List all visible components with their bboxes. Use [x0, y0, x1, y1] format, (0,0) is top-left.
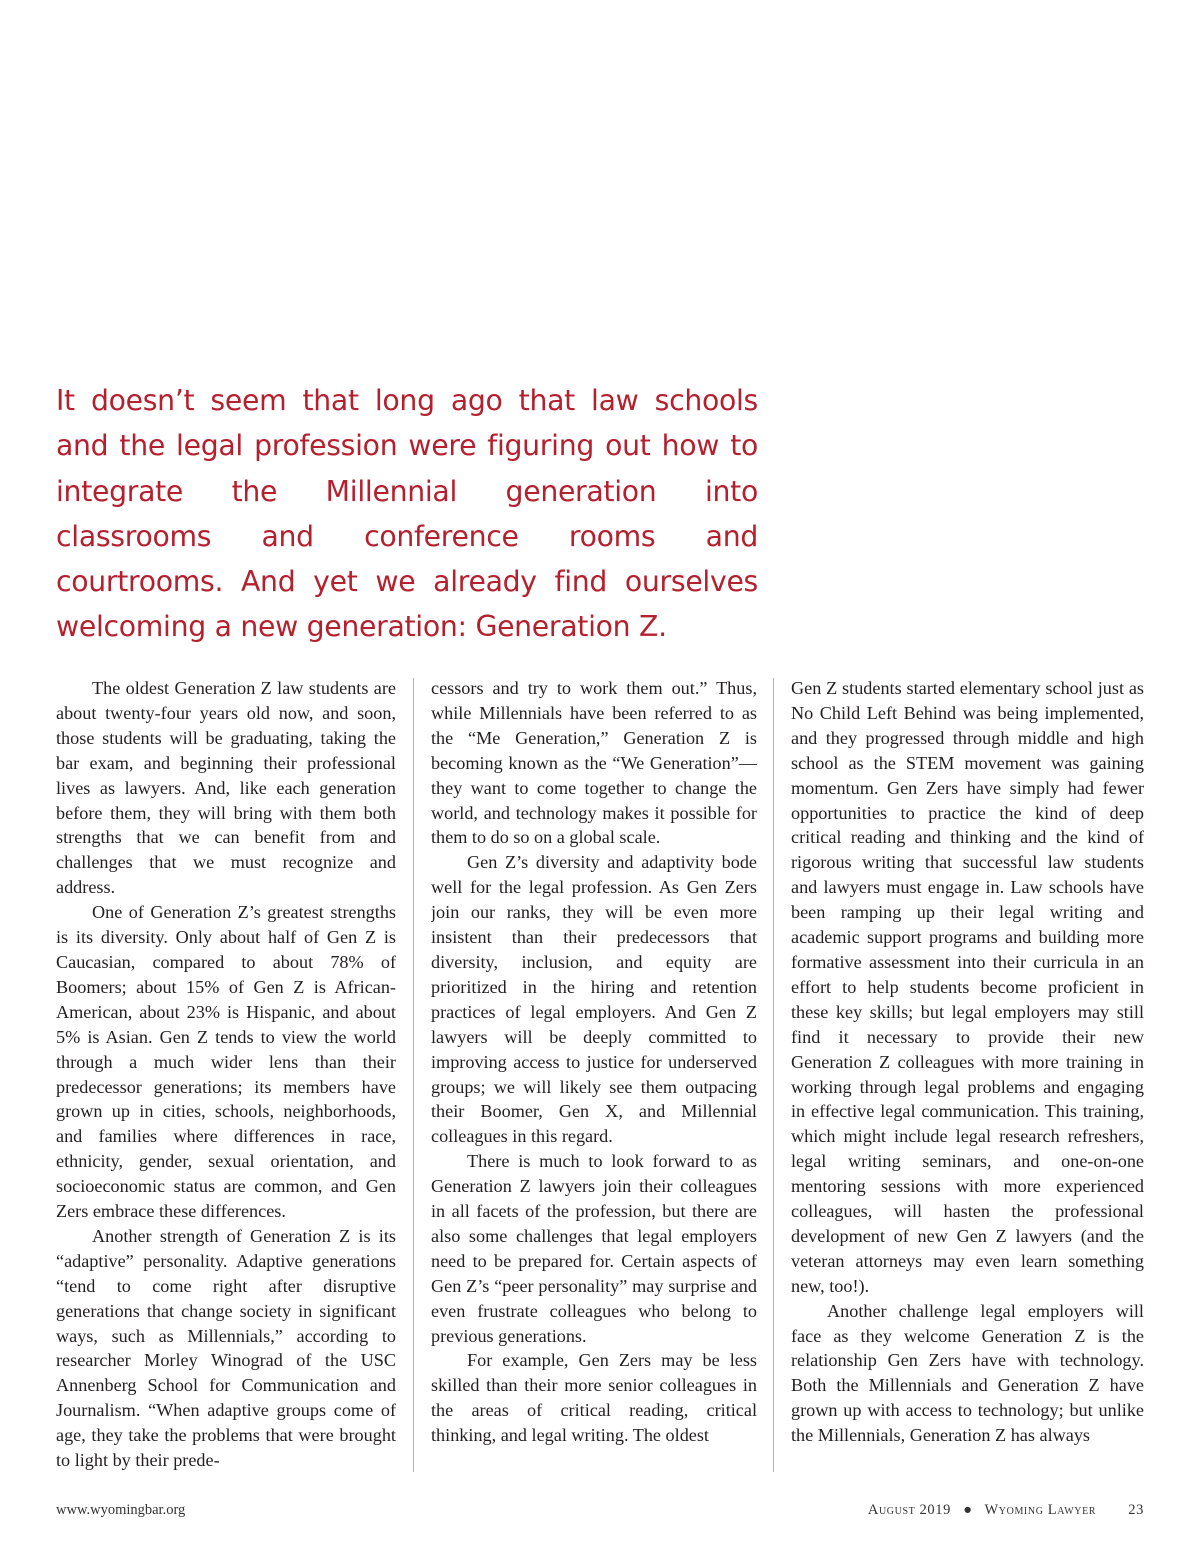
paragraph: Another strength of Generation Z is its “adaptive” personality. Adaptive generations “tend to come right after disruptive generations that change society in significant ways, such as Millennials,” according to researcher Morley Winograd of the USC Annenberg School for Communication and Journalism. “When adaptive groups come of age, they take the problems that were brought to light by their prede- — [56, 1225, 396, 1471]
footer-folio — [868, 1502, 1144, 1519]
bullet-separator-icon: ● — [963, 1502, 973, 1518]
column-divider — [773, 678, 774, 1472]
paragraph: One of Generation Z’s greatest strengths is its diversity. Only about half of Gen Z is Caucasian, compared to about 78% of Boomers; about 15% of Gen Z is African-American, about 23% is Hispanic, and about 5% is Asian. Gen Z tends to view the world through a much wider lens than their predecessor generations; its members have grown up in cities, schools, neighborhoods, and families where differences in race, ethnicity, gender, sexual orientation, and socioeconomic status are common, and Gen Zers embrace these differences. — [56, 902, 396, 1222]
footer-issue-date: August 2019 — [867, 1502, 951, 1518]
footer-publication: Wyoming Lawyer — [984, 1502, 1097, 1518]
article-column-1 — [56, 676, 396, 1472]
paragraph: Another challenge legal employers will face as they welcome Generation Z is the relationship Gen Zers have with technology. Both the Millennials and Generation Z have grown up with access to technology; but unlike the Millennials, Generation Z has always — [791, 1300, 1144, 1446]
footer-website: www.wyomingbar.org — [56, 1502, 186, 1518]
article-column-3 — [791, 676, 1144, 1472]
page-number: 23 — [1128, 1502, 1144, 1518]
paragraph: There is much to look forward to as Generation Z lawyers join their colleagues in all facets of the profession, but there are also some challenges that legal employers need to be prepared for. Certain aspects of Gen Z’s “peer personality” may surprise and even frustrate colleagues who belong to previous generations. — [431, 1151, 757, 1346]
paragraph: The oldest Generation Z law students are about twenty-four years old now, and soon, those students will be graduating, taking the bar exam, and beginning their professional lives as lawyers. And, like each generation before them, they will bring with them both strengths that we can benefit from and challenges that we must recognize and address. — [56, 678, 396, 898]
pull-quote-intro: It doesn’t seem that long ago that law schools and the legal profession were figuring out how to integrate the Millennial generation into classrooms and conference rooms and courtrooms. And yet we already find ourselves welcoming a new generation: Generation Z. — [56, 384, 758, 644]
paragraph: cessors and try to work them out.” Thus, while Millennials have been referred to as the “Me Generation,” Generation Z is becoming known as the “We Generation”—they want to come together to change the world, and technology makes it possible for them to do so on a global scale. — [431, 678, 757, 848]
paragraph: For example, Gen Zers may be less skilled than their more senior colleagues in the areas of critical reading, critical thinking, and legal writing. The oldest — [431, 1350, 757, 1446]
column-divider — [413, 678, 414, 1472]
paragraph: Gen Z’s diversity and adaptivity bode well for the legal profession. As Gen Zers join our ranks, they will be even more insistent than their predecessors that diversity, inclusion, and equity are prioritized in the hiring and retention practices of legal employers. And Gen Z lawyers will be deeply committed to improving access to justice for underserved groups; we will likely see them outpacing their Boomer, Gen X, and Millennial colleagues in this regard. — [431, 852, 757, 1147]
article-column-2 — [431, 676, 757, 1472]
paragraph: Gen Z students started elementary school just as No Child Left Behind was being implemented, and they progressed through middle and high school as the STEM movement was gaining momentum. Gen Zers have simply had fewer opportunities to practice the kind of deep critical reading and thinking and the kind of rigorous writing that successful law students and lawyers must engage in. Law schools have been ramping up their legal writing and academic support programs and building more formative assessment into their curricula in an effort to help students become proficient in these key skills; but legal employers may still find it necessary to provide their new Generation Z colleagues with more training in working through legal problems and engaging in effective legal communication. This training, which might include legal research refreshers, legal writing seminars, and one-on-one mentoring sessions with more experienced colleagues, will hasten the professional development of new Gen Z lawyers (and the veteran attorneys may even learn something new, too!). — [791, 678, 1144, 1296]
